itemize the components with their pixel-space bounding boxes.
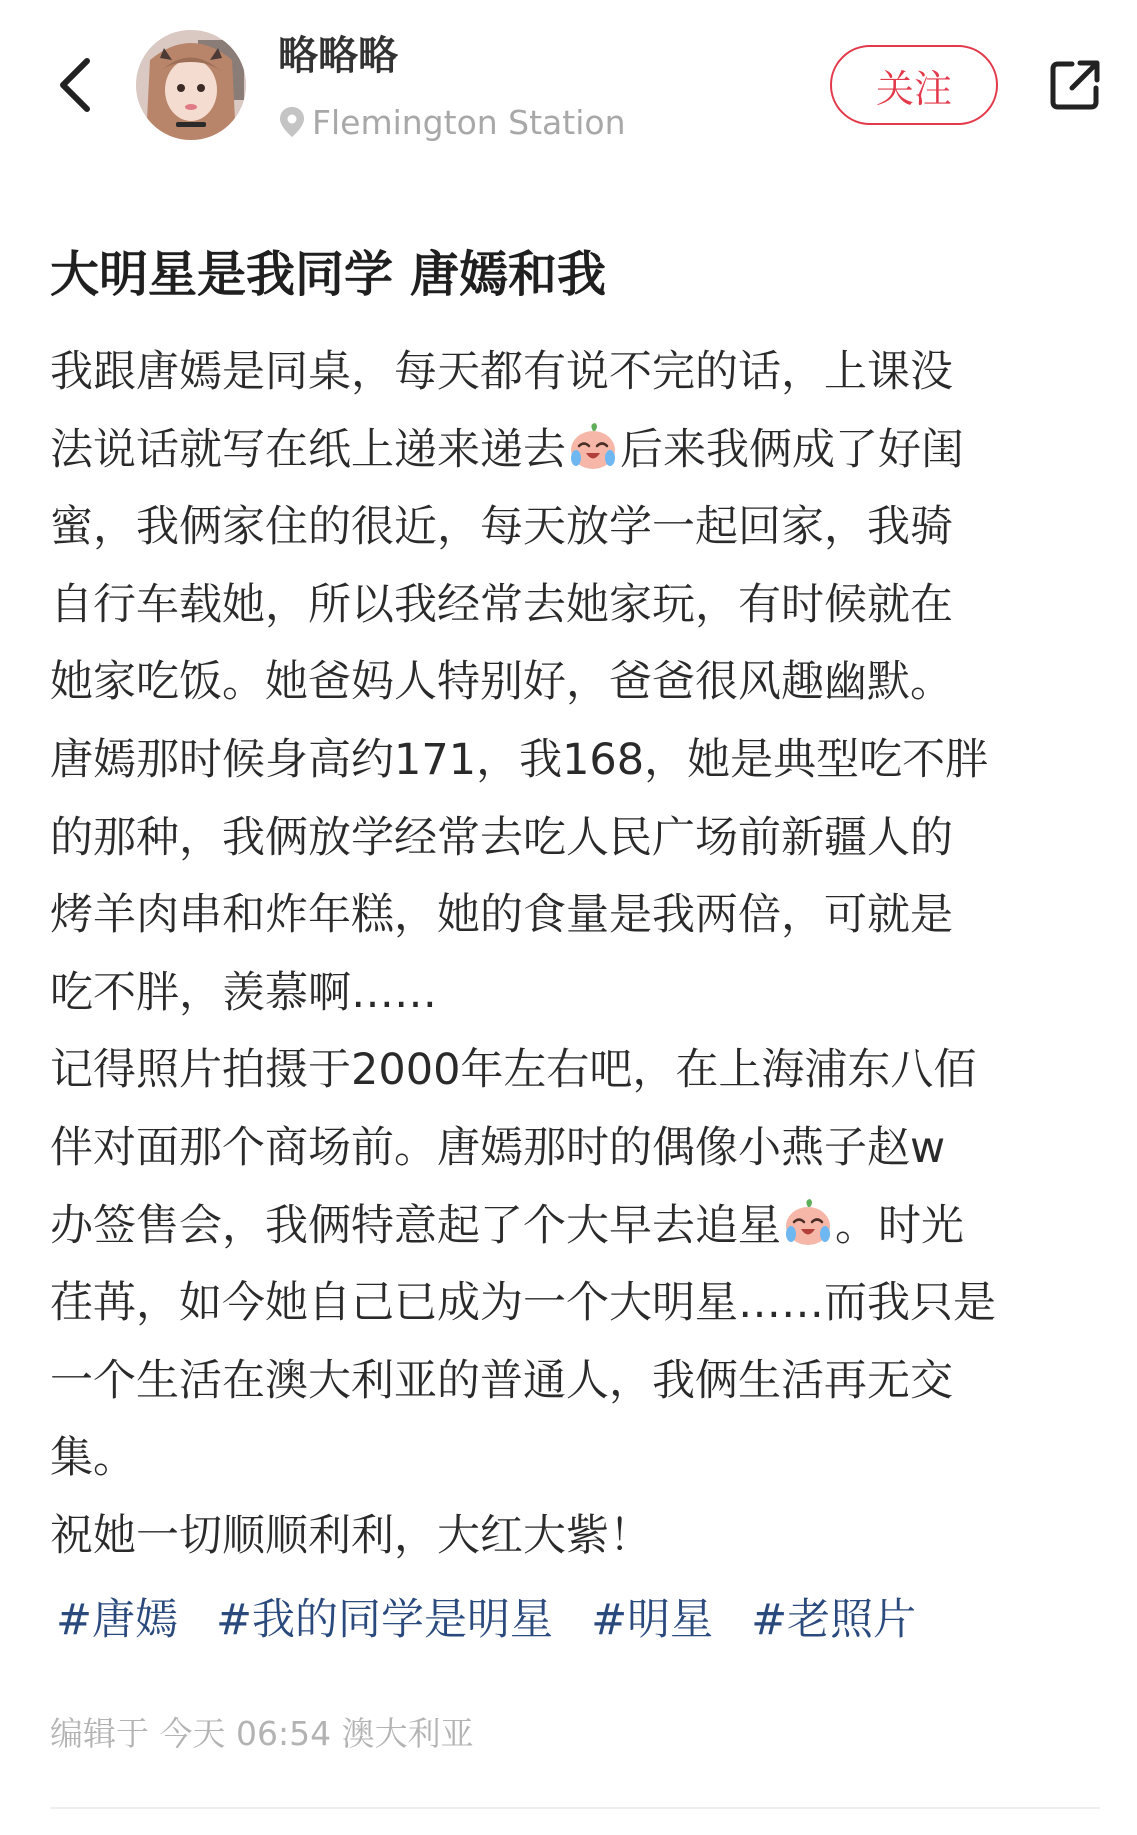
post-body-line <box>50 412 1090 490</box>
post-body-line <box>50 567 1090 645</box>
hashtag-link[interactable]: #明星 <box>591 1595 714 1645</box>
post-text: 烤羊肉串和炸年糕，她的食量是我两倍，可就是 <box>50 890 953 941</box>
post-body-line <box>50 1188 1090 1266</box>
post-text: 记得照片拍摄于2000年左右吧，在上海浦东八佰 <box>50 1045 977 1096</box>
chevron-left-icon <box>55 55 95 115</box>
location[interactable] <box>278 100 625 144</box>
post-text: 唐嫣那时候身高约171，我168，她是典型吃不胖 <box>50 734 989 785</box>
post-text: 法说话就写在纸上递来递去 <box>50 424 566 475</box>
hashtag-link[interactable]: #唐嫣 <box>56 1595 179 1645</box>
post-body-line <box>50 800 1090 878</box>
post-header <box>0 0 1137 180</box>
post-body-line <box>50 1343 1090 1421</box>
crying-laughing-emoji-icon <box>782 1196 834 1248</box>
share-button[interactable] <box>1040 48 1110 122</box>
post-text: 。时光 <box>835 1200 964 1251</box>
post-body-line <box>50 644 1090 722</box>
post-text: 我跟唐嫣是同桌，每天都有说不完的话，上课没 <box>50 347 953 397</box>
tag-list <box>50 1578 1090 1656</box>
post-body-line <box>50 722 1090 800</box>
post-text: 祝她一切顺顺利利，大红大紫！ <box>50 1510 652 1561</box>
post-body-line <box>50 955 1090 1033</box>
share-external-icon <box>1048 58 1102 112</box>
post-title: 大明星是我同学 唐嫣和我 <box>50 246 607 303</box>
post-body-line <box>50 877 1090 955</box>
post-text: 集。 <box>50 1433 136 1484</box>
post-body-line <box>50 489 1090 567</box>
follow-button[interactable]: 关注 <box>830 45 998 125</box>
location-label: Flemington Station <box>312 102 626 142</box>
post-body-line <box>50 1032 1090 1110</box>
post-text: 荏苒，如今她自己已成为一个大明星……而我只是 <box>50 1278 996 1329</box>
post-body-line <box>50 1110 1090 1188</box>
post-body-line <box>50 334 1090 412</box>
post-text: 吃不胖，羡慕啊…… <box>50 967 437 1018</box>
back-button[interactable] <box>40 40 110 130</box>
post-body-line <box>50 1498 1090 1576</box>
post-text: 她家吃饭。她爸妈人特别好，爸爸很风趣幽默。 <box>50 657 953 708</box>
post-body-line <box>50 1420 1090 1498</box>
post-text: 后来我俩成了好闺 <box>620 424 964 475</box>
avatar[interactable] <box>136 30 246 140</box>
edited-meta: 编辑于 今天 06:54 澳大利亚 <box>50 1714 474 1753</box>
location-pin-icon <box>278 105 306 139</box>
post-body <box>50 334 1090 1576</box>
post-text: 办签售会，我俩特意起了个大早去追星 <box>50 1200 781 1251</box>
post-text: 一个生活在澳大利亚的普通人，我俩生活再无交 <box>50 1355 953 1406</box>
post-text: 自行车载她，所以我经常去她家玩，有时候就在 <box>50 579 953 630</box>
hashtag-link[interactable]: #我的同学是明星 <box>216 1595 554 1645</box>
post-body-line <box>50 1265 1090 1343</box>
post-text: 的那种，我俩放学经常去吃人民广场前新疆人的 <box>50 812 953 863</box>
crying-laughing-emoji-icon <box>567 420 619 472</box>
post-text: 蜜，我俩家住的很近，每天放学一起回家，我骑 <box>50 502 953 553</box>
username[interactable]: 略略略 <box>278 33 398 79</box>
hashtag-link[interactable]: #老照片 <box>751 1595 917 1645</box>
post-text: 伴对面那个商场前。唐嫣那时的偶像小燕子赵w <box>50 1122 946 1173</box>
post-content <box>50 240 1090 1656</box>
divider <box>50 1807 1100 1809</box>
